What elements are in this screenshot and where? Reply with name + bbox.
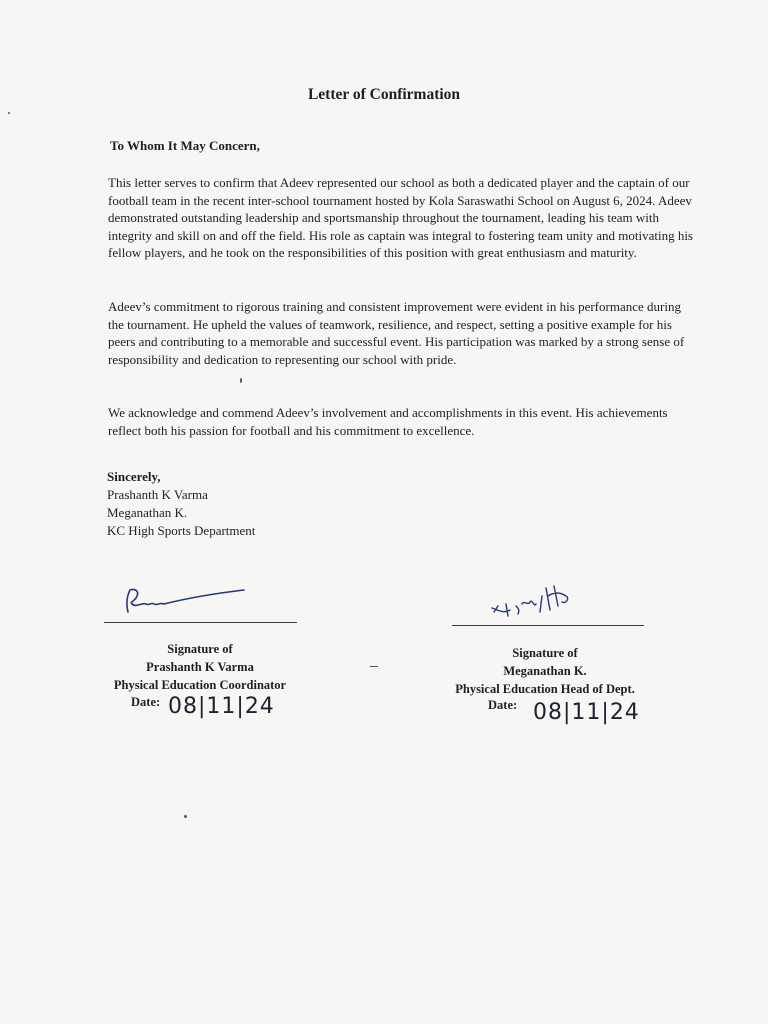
signature-block-1 — [95, 640, 305, 694]
signature-2-date-label: Date: — [488, 698, 518, 712]
letter-title: Letter of Confirmation — [307, 86, 461, 103]
scan-speck — [184, 815, 187, 818]
paragraph-2: Adeev’s commitment to rigorous training and consistent improvement were evident in his performance during the tournament. He upheld the values of teamwork, resilience, and respect, setting a positive example for his peers and contributing to a memorable and successful event. His participation was marked by a strong sense of responsibility and dedication to representing our school with pride. — [108, 299, 685, 367]
paragraph-1: This letter serves to confirm that Adeev represented our school as both a dedicated player and the captain of our football team in the recent inter-school tournament hosted by Kola Saraswathi School on August 6, 2024. Adeev demonstrated outstanding leadership and sportsmanship throughout the tournament, leading his team with integrity and skill on and off the field. His role as captain was integral to fostering team unity and motivating his fellow players, and he took on the responsibilities of this position with great enthusiasm and maturity. — [108, 175, 693, 261]
closing-sincerely: Sincerely, — [107, 469, 161, 484]
closing-department: KC High Sports Department — [107, 523, 256, 538]
signature-line-1 — [104, 622, 297, 623]
scan-speck — [8, 112, 10, 114]
signature-2-label: Signature of — [512, 646, 578, 660]
signature-2-date-handwritten: 08|11|24 — [533, 700, 640, 725]
signature-1-date-handwritten: 08|11|24 — [168, 694, 275, 719]
scan-speck — [240, 378, 242, 383]
closing-signatory-2: Meganathan K. — [107, 505, 188, 520]
signature-2-role: Physical Education Head of Dept. — [455, 682, 635, 696]
signature-1-name: Prashanth K Varma — [146, 660, 254, 674]
handwritten-signature-1 — [120, 582, 250, 622]
signature-1-label: Signature of — [167, 642, 233, 656]
handwritten-signature-2 — [488, 582, 584, 626]
signature-block-2 — [435, 644, 655, 698]
paragraph-3: We acknowledge and commend Adeev’s involvement and accomplishments in this event. His achievements reflect both his passion for football and his commitment to excellence. — [108, 405, 668, 438]
scan-speck — [370, 666, 378, 667]
signature-line-2 — [452, 625, 644, 626]
closing-block — [107, 468, 255, 540]
salutation: To Whom It May Concern, — [110, 138, 260, 153]
closing-signatory-1: Prashanth K Varma — [107, 487, 208, 502]
signature-1-date-label: Date: — [131, 695, 161, 709]
signature-2-name: Meganathan K. — [503, 664, 587, 678]
signature-1-role: Physical Education Coordinator — [113, 678, 287, 692]
